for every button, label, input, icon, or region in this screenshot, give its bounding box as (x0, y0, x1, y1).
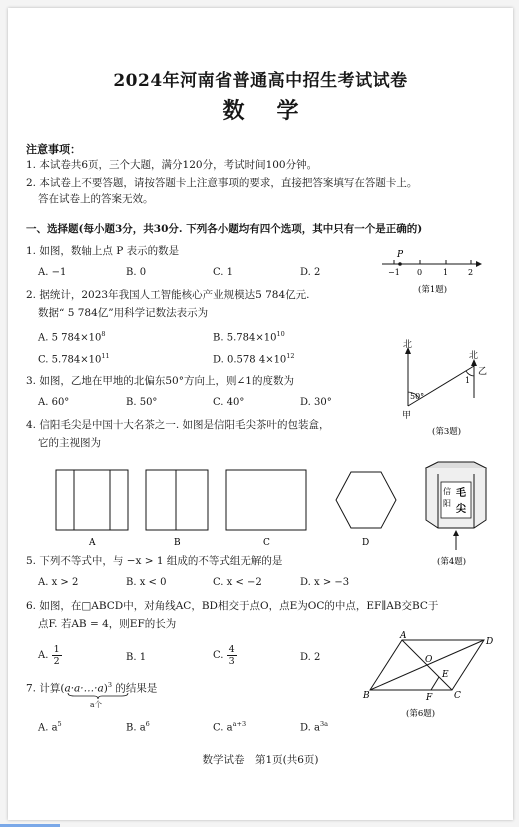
q1-tick-label: 0 (417, 268, 423, 277)
q3-stem: 3. 如图，乙地在甲地的北偏东50°方向上，则∠1的度数为 (26, 375, 294, 387)
q3-north-label: 北 (403, 340, 413, 350)
notice-heading: 注意事项： (26, 143, 81, 156)
q4-label-a: A (89, 538, 96, 548)
q7-option-a: A. $a^5$ (38, 720, 62, 734)
q6-option-b: B. 1 (126, 652, 147, 663)
q6-point-e: E (442, 670, 449, 680)
q4-box-text: 信 (443, 487, 451, 496)
q6-vertex-c: C (454, 691, 461, 701)
exam-title: 2024年河南省普通高中招生考试试卷 (113, 71, 408, 91)
exam-page (8, 8, 513, 820)
q6-vertex-b: B (363, 691, 370, 701)
q3-option-c: C. 40° (213, 397, 245, 408)
q4-label-b: B (174, 538, 181, 548)
q1-option-c: C. 1 (213, 267, 234, 278)
q2-stem-2: 数据“ 5 784亿”用科学记数法表示为 (38, 307, 209, 319)
q4-label-c: C (263, 538, 270, 548)
q3-point-jia: 甲 (402, 411, 412, 421)
q2-option-a: A. 5 $784\times 10^8$ (38, 330, 106, 344)
q7-stem: 7. 计算(a·a·…·a)$^3$ 的结果是 (26, 681, 158, 695)
q4-stem-2: 它的主视图为 (38, 437, 101, 449)
q6-caption: (第6题) (406, 709, 436, 719)
q5-option-d: D. x > −3 (300, 577, 350, 588)
q1-stem: 1. 如图，数轴上点 P 表示的数是 (26, 245, 180, 257)
q4-box-text: 阳 (443, 499, 451, 508)
notice-item-2-cont: 答在试卷上的答案无效。 (38, 193, 154, 205)
q4-stem-1: 4. 信阳毛尖是中国十大名茶之一. 如图是信阳毛尖茶叶的包装盒， (26, 419, 330, 431)
q2-option-c: C. $5.784\times 10^{11}$ (38, 352, 110, 366)
q2-option-d: D. 0.578 $4\times 10^{12}$ (213, 352, 295, 366)
q6-point-f: F (426, 693, 433, 703)
q6-option-a: A. $\frac{1}{2}$ (38, 644, 60, 667)
q1-option-d: D. 2 (300, 267, 321, 278)
q6-parallelogram-figure (360, 630, 500, 720)
q2-option-b: B. $5.784\times 10^{10}$ (213, 330, 285, 344)
subject-title: 数学 (222, 98, 331, 124)
q4-tea-box-figure (408, 458, 508, 568)
q1-number-line-figure (380, 244, 480, 294)
q6-vertex-a: A (400, 631, 407, 641)
q6-vertex-d: D (486, 637, 494, 647)
q3-point-yi: 乙 (478, 367, 488, 377)
q6-stem-2: 点F. 若AB = 4，则EF的长为 (38, 618, 177, 630)
q7-option-c: C. $a^{a+3}$ (213, 720, 247, 734)
notice-item-2: 2. 本试卷上不要答题，请按答题卡上注意事项的要求，直接把答案填写在答题卡上。 (26, 177, 418, 189)
q4-label-d: D (362, 538, 370, 548)
q1-caption: (第1题) (418, 285, 448, 295)
notice-item-1: 1. 本试卷共6页，三个大题，满分120分，考试时间100分钟。 (26, 159, 318, 171)
q3-option-a: A. 60° (38, 397, 70, 408)
q1-point-label: P (397, 250, 404, 260)
q6-point-o: O (425, 655, 433, 665)
section1-heading: 一、选择题(每小题3分，共30分. 下列各小题均有四个选项，其中只有一个是正确的) (26, 223, 423, 235)
q1-tick-label: 1 (443, 268, 449, 277)
q3-direction-figure (394, 340, 504, 444)
q7-option-d: D. $a^{3a}$ (300, 720, 328, 734)
q7-underbrace-label: a个 (90, 700, 102, 709)
q3-angle-label: 50° (410, 392, 425, 401)
q4-caption: (第4题) (437, 557, 467, 567)
q1-option-a: A. −1 (38, 267, 67, 278)
q1-tick-label: −1 (388, 268, 400, 277)
q4-box-text: 尖 (456, 504, 466, 515)
page-footer: 数学试卷 第1页(共6页) (202, 754, 319, 766)
q3-option-d: D. 30° (300, 397, 332, 408)
q4-box-text: 毛 (456, 488, 466, 499)
q6-option-c: C. $\frac{4}{3}$ (213, 644, 235, 667)
q6-option-d: D. 2 (300, 652, 321, 663)
q4-option-figures (48, 460, 398, 552)
q3-north-label: 北 (469, 351, 479, 361)
q3-caption: (第3题) (432, 427, 462, 437)
q3-angle-1-label: 1 (465, 376, 471, 385)
q3-option-b: B. 50° (126, 397, 158, 408)
q2-stem-1: 2. 据统计，2023年我国人工智能核心产业规模达5 784亿元. (26, 289, 310, 301)
q1-tick-label: 2 (468, 268, 474, 277)
q5-stem: 5. 下列不等式中，与 −x > 1 组成的不等式组无解的是 (26, 555, 283, 567)
q7-option-b: B. $a^6$ (126, 720, 150, 734)
q1-option-b: B. 0 (126, 267, 147, 278)
q5-option-b: B. x < 0 (126, 577, 167, 588)
q5-option-a: A. x > 2 (38, 577, 79, 588)
q6-stem-1: 6. 如图，在□ABCD中，对角线AC，BD相交于点O，点E为OC的中点，EF∥AB交BC于 (26, 600, 439, 612)
q5-option-c: C. x < −2 (213, 577, 262, 588)
